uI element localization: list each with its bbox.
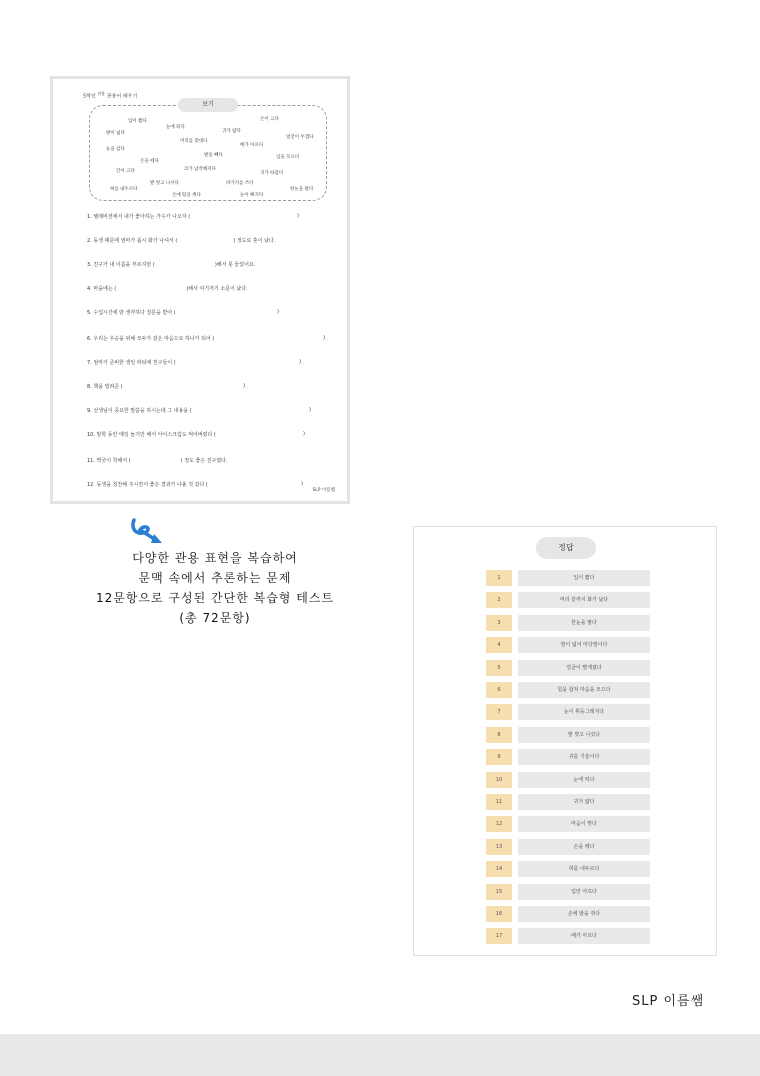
example-phrase: 코가 납작해지다 bbox=[184, 167, 216, 172]
answer-value: 귀가 얇다 bbox=[518, 794, 650, 810]
example-box-title: 보기 bbox=[178, 98, 238, 112]
answer-sheet-title: 정답 bbox=[536, 537, 596, 559]
example-phrase: 발을 빼다 bbox=[204, 153, 223, 158]
answer-number: 3 bbox=[486, 615, 512, 631]
answer-row bbox=[486, 928, 650, 944]
answer-number: 9 bbox=[486, 749, 512, 765]
worksheet-grade: 5학년 bbox=[83, 93, 96, 100]
worksheet-header bbox=[83, 91, 137, 100]
example-phrase: 손에 땀을 쥐다 bbox=[172, 193, 201, 198]
answer-number: 1 bbox=[486, 570, 512, 586]
answer-row bbox=[486, 727, 650, 743]
example-phrase: 얼굴이 두껍다 bbox=[286, 135, 314, 140]
example-box bbox=[89, 101, 327, 201]
answer-sheet-preview bbox=[413, 526, 717, 956]
answer-row bbox=[486, 839, 650, 855]
answer-value: 눈에 띄다 bbox=[518, 772, 650, 788]
caption-line-4: (총 72문항) bbox=[179, 611, 251, 625]
example-phrase: 손을 떼다 bbox=[140, 159, 159, 164]
answer-row bbox=[486, 794, 650, 810]
answer-value: 한눈을 팔다 bbox=[518, 615, 650, 631]
example-phrase: 눈에 띄다 bbox=[166, 125, 185, 130]
caption-line-3: 12문항으로 구성된 간단한 복습형 테스트 bbox=[95, 591, 334, 605]
worksheet-header-sup: 관용 bbox=[97, 91, 106, 96]
question-5: 5. 수업시간에 딴 생각하다 질문을 받아 ( ) bbox=[87, 309, 279, 316]
curved-arrow-icon bbox=[128, 516, 168, 546]
answer-row bbox=[486, 570, 650, 586]
answer-value: 발 벗고 나섰다 bbox=[518, 727, 650, 743]
answer-value: 혀를 내두르다 bbox=[518, 861, 650, 877]
question-12: 12. 동생을 칭찬해 주시면서 좋은 결과가 나올 것 같다 ( ) bbox=[87, 481, 303, 488]
question-7: 7. 엄마가 준비한 생일 파티에 친구들이 ( ) bbox=[87, 359, 301, 366]
answer-row bbox=[486, 906, 650, 922]
example-phrase: 발 벗고 나서다 bbox=[150, 181, 179, 186]
example-phrase: 눈을 감다 bbox=[106, 147, 125, 152]
answer-value: 발이 넓어 마당발이다 bbox=[518, 637, 650, 653]
example-phrase: 손이 크다 bbox=[260, 117, 279, 122]
answer-value: 손에 땀을 쥐다 bbox=[518, 906, 650, 922]
answer-number: 7 bbox=[486, 704, 512, 720]
example-phrase: 귀가 따갑다 bbox=[260, 171, 284, 176]
example-phrase: 귀가 얇다 bbox=[222, 129, 241, 134]
answer-row bbox=[486, 682, 650, 698]
answer-row bbox=[486, 884, 650, 900]
answer-value: 얼굴이 빨개졌다 bbox=[518, 660, 650, 676]
answer-row bbox=[486, 861, 650, 877]
brand-label: SLP 이름쌤 bbox=[632, 994, 705, 1009]
answer-row bbox=[486, 592, 650, 608]
answer-value: 입만 아프다 bbox=[518, 884, 650, 900]
answer-number: 11 bbox=[486, 794, 512, 810]
answer-row bbox=[486, 816, 650, 832]
question-2: 2. 동생 때문에 엄마가 몹시 화가 나셔서 ( ) 정도로 혼이 났다. bbox=[87, 238, 276, 244]
question-10: 10. 방학 동안 매일 놀기만 해서 아이스크림도 먹어버렸다 ( ) bbox=[87, 431, 305, 438]
answer-number: 4 bbox=[486, 637, 512, 653]
answer-row bbox=[486, 637, 650, 653]
answer-value: 귀를 기울이다 bbox=[518, 749, 650, 765]
footer-bar bbox=[0, 1034, 760, 1076]
answer-value: 배가 아프다 bbox=[518, 928, 650, 944]
answer-value: 머리 끝까지 화가 났다 bbox=[518, 592, 650, 608]
example-phrase: 혀를 내두르다 bbox=[110, 187, 138, 192]
description-caption bbox=[70, 548, 360, 628]
example-phrase: 바가지를 쓰다 bbox=[226, 181, 254, 186]
question-8: 8. 책을 빌려준 ( ) bbox=[87, 383, 245, 390]
answer-value: 마음이 맞다 bbox=[518, 816, 650, 832]
example-phrase: 발이 넓다 bbox=[106, 131, 125, 136]
question-9: 9. 선생님이 중요한 말씀을 하시는데 그 내용을 ( ) bbox=[87, 407, 311, 414]
caption-line-1: 다양한 관용 표현을 복습하여 bbox=[132, 551, 298, 565]
example-phrase: 입을 모으다 bbox=[276, 155, 300, 160]
answer-value: 손을 떼다 bbox=[518, 839, 650, 855]
answer-number: 10 bbox=[486, 772, 512, 788]
question-4: 4. 마을에는 ( )해서 여기저기 소문이 났다. bbox=[87, 286, 248, 292]
worksheet-signature: SLP 이름쌤 bbox=[312, 488, 335, 493]
answer-number: 13 bbox=[486, 839, 512, 855]
answer-number: 16 bbox=[486, 906, 512, 922]
answer-number: 6 bbox=[486, 682, 512, 698]
answer-value: 입이 짧다 bbox=[518, 570, 650, 586]
question-1: 1. 텔레비전에서 내가 좋아하는 가수가 나오자 ( ) bbox=[87, 213, 299, 220]
question-11: 11. 짝궁이 착해서 ( ) 정도 좋은 친구였다. bbox=[87, 458, 228, 464]
answer-row bbox=[486, 749, 650, 765]
example-phrase: 입이 짧다 bbox=[128, 119, 147, 124]
worksheet-preview bbox=[50, 76, 350, 504]
answer-row bbox=[486, 660, 650, 676]
example-phrase: 머리를 맞대다 bbox=[180, 139, 208, 144]
caption-line-2: 문맥 속에서 추론하는 문제 bbox=[138, 571, 292, 585]
answer-row bbox=[486, 704, 650, 720]
answer-number: 15 bbox=[486, 884, 512, 900]
question-3: 3. 친구가 내 이름을 부르지만 ( )해서 못 들었어요. bbox=[87, 262, 256, 268]
example-phrase: 간이 크다 bbox=[116, 169, 135, 174]
answer-value: 힘을 합쳐 마음을 모으다 bbox=[518, 682, 650, 698]
answer-number: 14 bbox=[486, 861, 512, 877]
answer-number: 8 bbox=[486, 727, 512, 743]
answer-number: 12 bbox=[486, 816, 512, 832]
example-phrase: 한눈을 팔다 bbox=[290, 187, 314, 192]
answer-row bbox=[486, 615, 650, 631]
answer-number: 17 bbox=[486, 928, 512, 944]
example-phrase: 배가 아프다 bbox=[240, 143, 264, 148]
question-6: 6. 우리는 우승을 위해 모두가 같은 마음으로 하나가 되어 ( ) bbox=[87, 335, 325, 342]
worksheet-topic: 관용어 배우기 bbox=[106, 93, 138, 100]
answer-value: 눈이 휘둥그레지다 bbox=[518, 704, 650, 720]
example-phrase: 눈이 빠지다 bbox=[240, 193, 264, 198]
answer-number: 5 bbox=[486, 660, 512, 676]
answer-row bbox=[486, 772, 650, 788]
answer-number: 2 bbox=[486, 592, 512, 608]
